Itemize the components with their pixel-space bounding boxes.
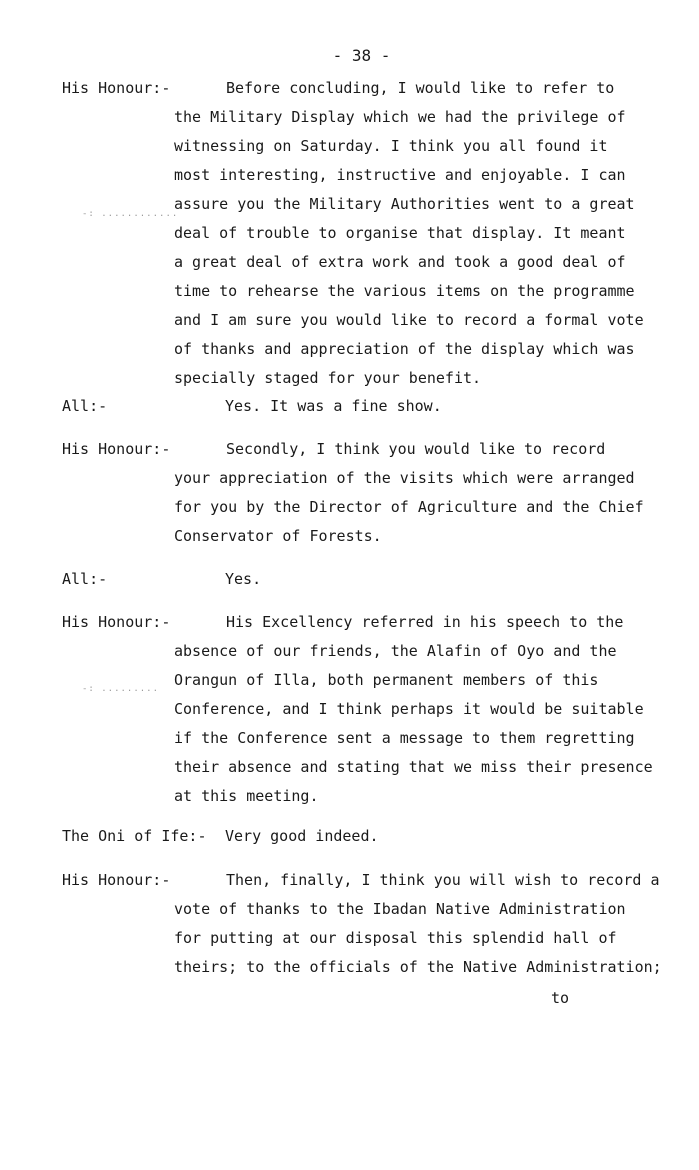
speaker-label: His Honour:- xyxy=(62,613,171,631)
speech-line: the Military Display which we had the privilege of xyxy=(174,108,626,126)
speech-line: your appreciation of the visits which were arranged xyxy=(174,469,635,487)
reply-text: Very good indeed. xyxy=(225,827,379,845)
speech-line: if the Conference sent a message to them regretting xyxy=(174,729,635,747)
speech-line: Conference, and I think perhaps it would be suitable xyxy=(174,700,644,718)
speech-text xyxy=(174,435,644,551)
speech-text xyxy=(174,74,644,393)
speech-line: a great deal of extra work and took a good deal of xyxy=(174,253,626,271)
page-number: - 38 - xyxy=(332,46,391,65)
speech-line: for you by the Director of Agriculture and the Chief xyxy=(174,498,644,516)
speech-line: of thanks and appreciation of the display which was xyxy=(174,340,635,358)
speech-line: most interesting, instructive and enjoyable. I can xyxy=(174,166,626,184)
speech-line: theirs; to the officials of the Native Administration; xyxy=(174,958,662,976)
reply-text: Yes. xyxy=(225,570,262,588)
speaker-label: All:- xyxy=(62,570,108,588)
margin-annotation: -: ............ xyxy=(82,209,179,219)
catchword: to xyxy=(551,989,570,1007)
speaker-label: His Honour:- xyxy=(62,79,171,97)
margin-annotation: -: ......... xyxy=(82,684,160,694)
speaker-label: His Honour:- xyxy=(62,440,171,458)
speech-text xyxy=(174,608,653,811)
reply-text: Yes. It was a fine show. xyxy=(225,397,442,415)
speech-line: deal of trouble to organise that display. It meant xyxy=(174,224,626,242)
speech-line: Orangun of Illa, both permanent members of this xyxy=(174,671,599,689)
speech-line: Then, finally, I think you will wish to record a xyxy=(226,871,660,889)
speech-line: His Excellency referred in his speech to the xyxy=(226,613,624,631)
speech-line: vote of thanks to the Ibadan Native Administration xyxy=(174,900,626,918)
speech-line: their absence and stating that we miss their presence xyxy=(174,758,653,776)
speech-line: and I am sure you would like to record a formal vote xyxy=(174,311,644,329)
speech-text xyxy=(174,866,662,982)
speech-line: at this meeting. xyxy=(174,787,319,805)
speech-line: specially staged for your benefit. xyxy=(174,369,482,387)
speech-line: for putting at our disposal this splendid hall of xyxy=(174,929,617,947)
speaker-label: His Honour:- xyxy=(62,871,171,889)
speech-line: time to rehearse the various items on the programme xyxy=(174,282,635,300)
speech-line: Before concluding, I would like to refer to xyxy=(226,79,615,97)
speech-line: absence of our friends, the Alafin of Oyo and the xyxy=(174,642,617,660)
speaker-label: The Oni of Ife:- xyxy=(62,827,207,845)
speaker-label: All:- xyxy=(62,397,108,415)
speech-line: Secondly, I think you would like to record xyxy=(226,440,606,458)
speech-line: Conservator of Forests. xyxy=(174,527,382,545)
speech-line: assure you the Military Authorities went to a great xyxy=(174,195,635,213)
speech-line: witnessing on Saturday. I think you all found it xyxy=(174,137,608,155)
